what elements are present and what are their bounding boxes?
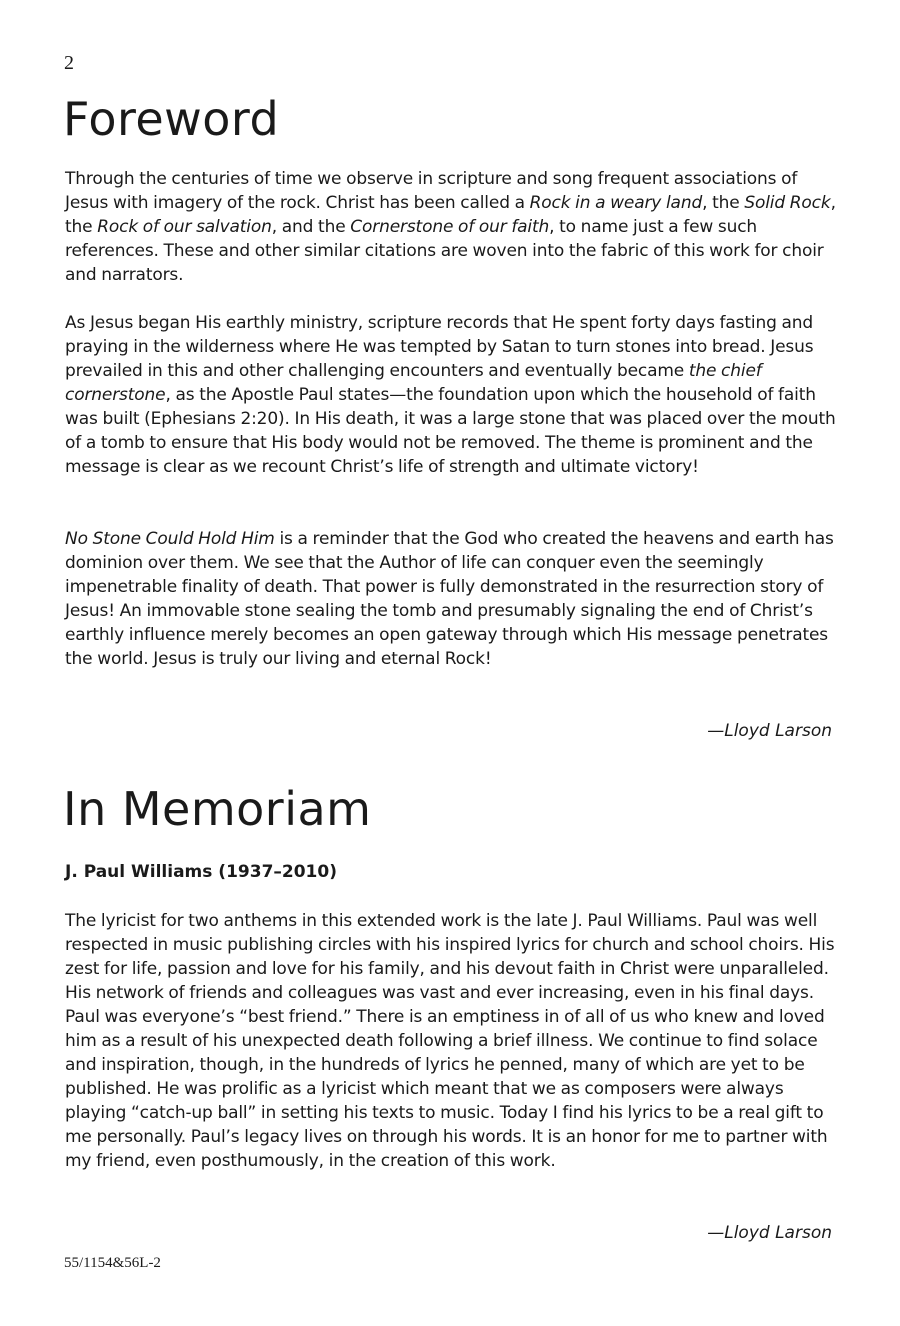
memoriam-subheading: J. Paul Williams (1937–2010) — [65, 862, 337, 882]
memoriam-heading: In Memoriam — [63, 782, 372, 836]
memoriam-signature: —Lloyd Larson — [707, 1223, 832, 1243]
memoriam-paragraph: The lyricist for two anthems in this extended work is the late J. Paul Williams. Paul was well respected in music publishing circles with his inspired lyrics for church and school choirs. His zest for life, passion and love for his family, and his devout faith in Christ were unparalleled. His network of friends and colleagues was vast and ever increasing, even in his final days. Paul was everyone’s “best friend.” There is an emptiness in of all of us who knew and loved him as a result of his unexpected death following a brief illness. We continue to find solace and inspiration, though, in the hundreds of lyrics he penned, many of which are yet to be published. He was prolific as a lyricist which meant that we as composers were always playing “catch-up ball” in setting his texts to music. Today I find his lyrics to be a real gift to me personally. Paul’s legacy lives on through his words. It is an honor for me to partner with my friend, even posthumously, in the creation of this work. — [65, 911, 835, 1171]
text-run: , and the — [271, 217, 351, 237]
italic-phrase: Rock of our salvation — [97, 217, 272, 237]
foreword-heading: Foreword — [63, 92, 280, 146]
text-run: As Jesus began His earthly ministry, scripture records that He spent forty days fasting and praying in the wilderness where He was tempted by Satan to turn stones into bread. Jesus prevailed in this and other challenging encounters and eventually became — [65, 313, 814, 381]
page-number: 2 — [64, 52, 74, 74]
text-run: Through the centuries of time we observe in scripture and song frequent associations of Jesus with imagery of the rock. Christ has been called a — [65, 169, 798, 213]
text-run: , the — [65, 193, 836, 237]
text-run: , the — [702, 193, 745, 213]
italic-phrase: Solid Rock — [744, 193, 831, 213]
foreword-paragraph-3 — [65, 527, 837, 671]
text-run: , as the Apostle Paul states—the foundation upon which the household of faith was built (Ephesians 2:20). In His death, it was a large stone that was placed over the mouth of a tomb to ensure that His body would not be removed. The theme is prominent and the message is clear as we recount Christ’s life of strength and ultimate victory! — [65, 385, 836, 477]
text-run: , to name just a few such references. These and other similar citations are woven into the fabric of this work for choir and narrators. — [65, 217, 824, 285]
foreword-paragraph-1 — [65, 167, 837, 287]
italic-phrase: Rock in a weary land — [529, 193, 703, 213]
italic-phrase: Cornerstone of our faith — [350, 217, 550, 237]
text-run: is a reminder that the God who created the heavens and earth has dominion over them. We see that the Author of life can conquer even the seemingly impenetrable finality of death. That power is fully demonstrated in the resurrection story of Jesus! An immovable stone sealing the tomb and presumably signaling the end of Christ’s earthly influence merely becomes an open gateway through which His message penetrates the world. Jesus is truly our living and eternal Rock! — [65, 529, 834, 669]
foreword-signature: —Lloyd Larson — [707, 721, 832, 741]
foreword-paragraph-2 — [65, 311, 837, 479]
italic-title: No Stone Could Hold Him — [65, 529, 275, 549]
catalog-code: 55/1154&56L-2 — [64, 1255, 161, 1271]
italic-phrase: the chief cornerstone — [65, 361, 762, 405]
